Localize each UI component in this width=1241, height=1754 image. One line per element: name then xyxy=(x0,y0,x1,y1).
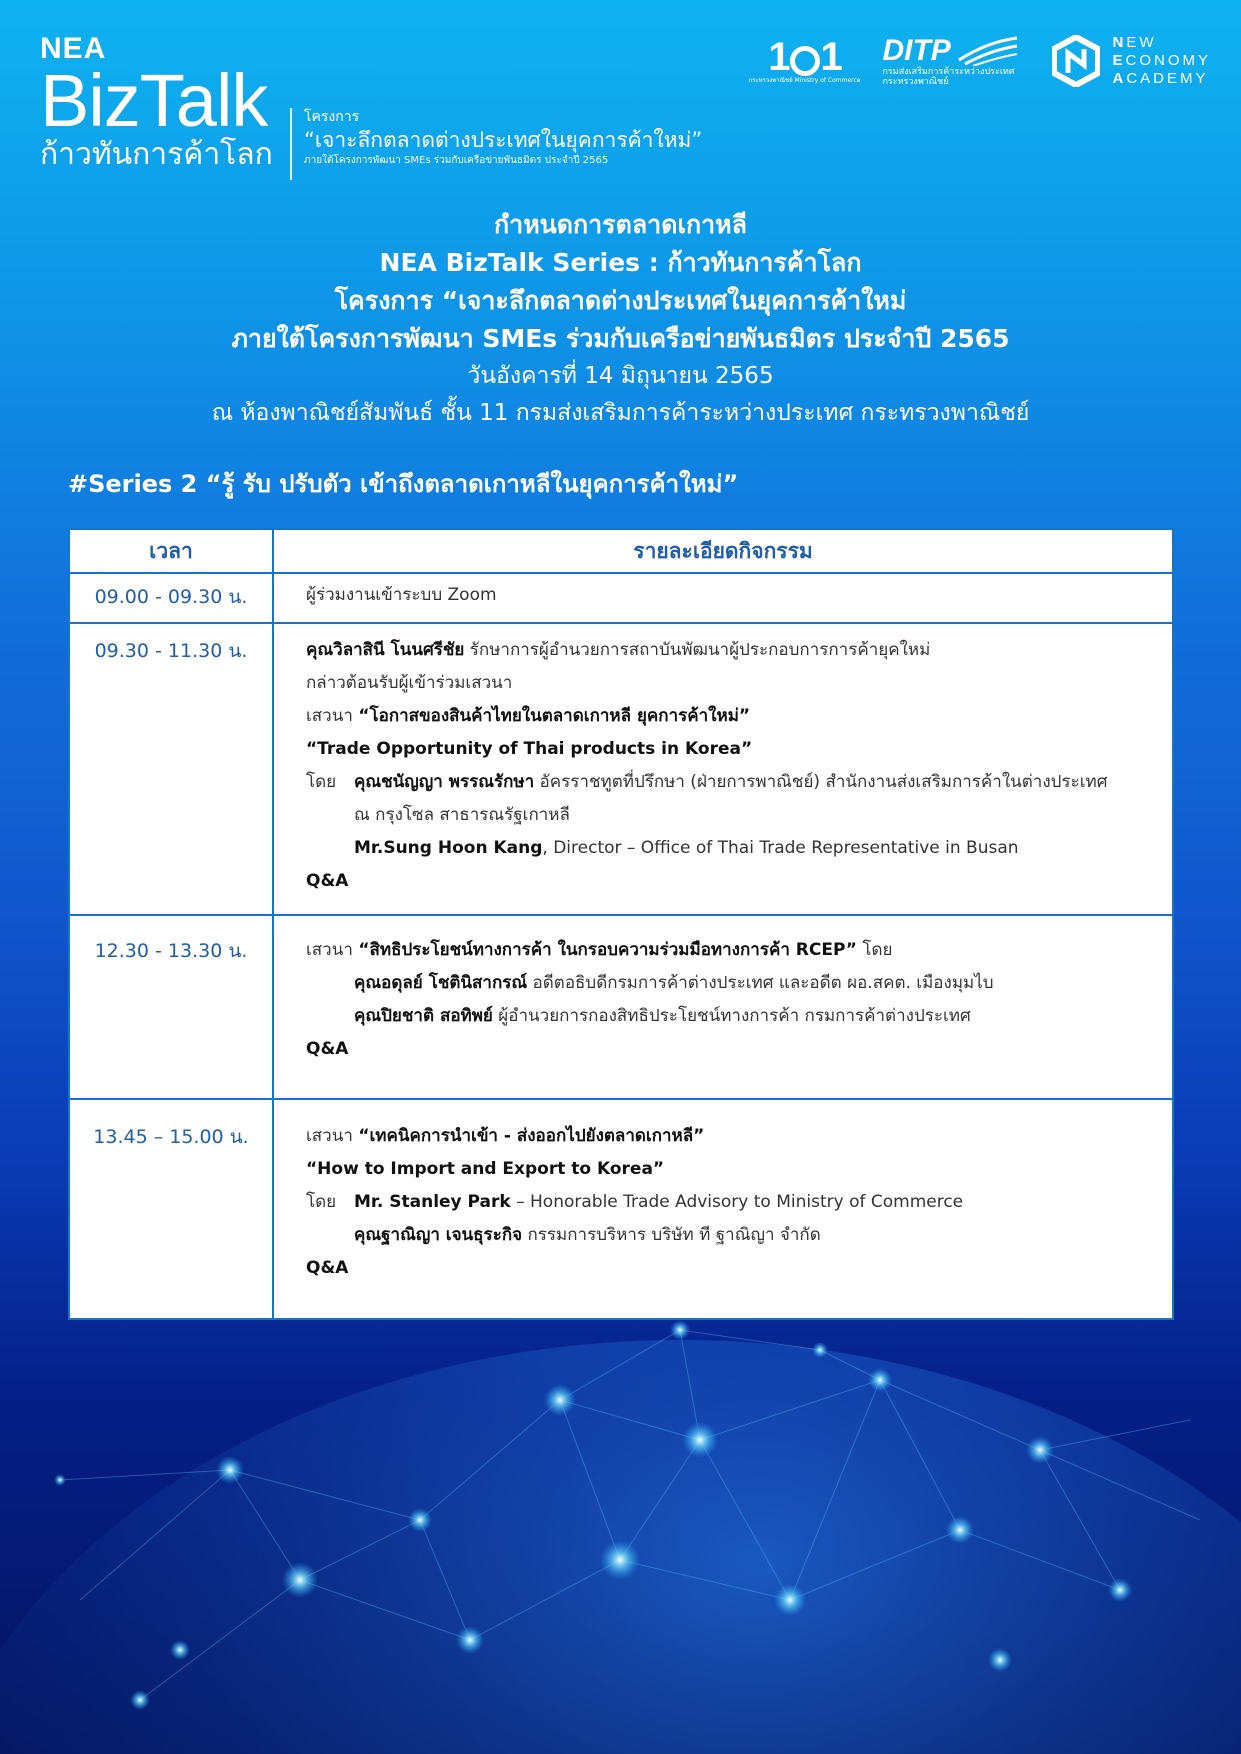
agenda-row xyxy=(69,915,1173,1099)
qa-label: Q&A xyxy=(306,871,349,891)
ditp-wave-icon xyxy=(957,36,1019,66)
ministry-of-commerce-logo xyxy=(749,37,861,85)
qa-label: Q&A xyxy=(306,1258,349,1278)
speaker-name: Mr.Sung Hoon Kang xyxy=(354,838,543,858)
talk-prefix: เสวนา xyxy=(306,1126,359,1146)
agenda-time: 09.00 - 09.30 น. xyxy=(69,573,273,623)
agenda-time: 13.45 – 15.00 น. xyxy=(69,1099,273,1319)
header-detail: รายละเอียดกิจกรรม xyxy=(273,529,1173,573)
host-role: รักษาการผู้อำนวยการสถาบันพัฒนาผู้ประกอบการการค้ายุคใหม่ xyxy=(464,640,931,660)
project-name: “เจาะลึกตลาดต่างประเทศในยุคการค้าใหม่” xyxy=(304,128,703,152)
agenda-detail xyxy=(273,915,1173,1099)
speaker-name: คุณปิยชาติ สอทิพย์ xyxy=(354,1006,493,1026)
nea-word-new: NEW xyxy=(1112,34,1157,51)
nea-hexagon-icon xyxy=(1052,35,1100,87)
speaker-name: คุณฐาณิญา เจนธุระกิจ xyxy=(354,1225,523,1245)
event-venue: ณ ห้องพาณิชย์สัมพันธ์ ชั้น 11 กรมส่งเสริมการค้าระหว่างประเทศ กระทรวงพาณิชย์ xyxy=(211,400,1030,426)
moc-caption: กระทรวงพาณิชย์ Ministry of Commerce xyxy=(748,77,861,84)
speaker-name: Mr. Stanley Park xyxy=(354,1192,511,1212)
ditp-logo xyxy=(882,35,1030,87)
project-label: โครงการ xyxy=(304,109,360,125)
talk-title: “เทคนิคการนำเข้า - ส่งออกไปยังตลาดเกาหลี” xyxy=(358,1126,705,1146)
agenda-time: 09.30 - 11.30 น. xyxy=(69,623,273,915)
agenda-detail xyxy=(273,1099,1173,1319)
header-time: เวลา xyxy=(69,529,273,573)
talk-title-en: “Trade Opportunity of Thai products in Korea” xyxy=(306,739,753,759)
event-date: วันอังคารที่ 14 มิถุนายน 2565 xyxy=(467,363,774,389)
talk-title: “สิทธิประโยชน์ทางการค้า ในกรอบความร่วมมือทางการค้า RCEP” xyxy=(358,940,857,960)
talk-prefix: เสวนา xyxy=(306,706,359,726)
nea-word-academy: ACADEMY xyxy=(1112,70,1209,87)
series-title: #Series 2 “รู้ รับ ปรับตัว เข้าถึงตลาดเกาหลีในยุคการค้าใหม่” xyxy=(68,470,739,498)
heading-line-4: ภายใต้โครงการพัฒนา SMEs ร่วมกับเครือข่ายพันธมิตร ประจำปี 2565 xyxy=(231,324,1010,353)
biztalk-logo xyxy=(40,34,273,171)
brand-nea: NEA xyxy=(40,32,107,65)
speaker-role: , Director – Office of Thai Trade Representative in Busan xyxy=(542,838,1019,858)
heading-line-3: โครงการ “เจาะลึกตลาดต่างประเทศในยุคการค้าใหม่ xyxy=(334,286,907,315)
by-label: โดย xyxy=(306,1192,337,1212)
qa-label: Q&A xyxy=(306,1039,349,1059)
brand-biztalk: BizTalk xyxy=(40,59,268,142)
agenda-header-row xyxy=(69,529,1173,573)
ditp-name: DITP xyxy=(882,34,951,67)
agenda-detail xyxy=(273,623,1173,915)
moc-101-mark: 1 1 xyxy=(768,35,841,79)
agenda-detail xyxy=(273,573,1173,623)
project-sub: ภายใต้โครงการพัฒนา SMEs ร่วมกับเครือข่ายพันธมิตร ประจำปี 2565 xyxy=(304,155,609,166)
heading-line-1: กำหนดการตลาดเกาหลี xyxy=(494,210,747,239)
speaker-role: – Honorable Trade Advisory to Ministry of Commerce xyxy=(510,1192,964,1212)
by-label: โดย xyxy=(306,772,337,792)
host-name: คุณวิลาสินี โนนศรีชัย xyxy=(306,640,465,660)
speaker-role: กรรมการบริหาร บริษัท ที ฐาณิญา จำกัด xyxy=(522,1225,821,1245)
speaker-role: อดีตอธิบดีกรมการค้าต่างประเทศ และอดีต ผอ.สคต. เมืองมุมไบ xyxy=(527,973,994,993)
page-heading xyxy=(0,206,1241,432)
agenda-time: 12.30 - 13.30 น. xyxy=(69,915,273,1099)
talk-title-en: “How to Import and Export to Korea” xyxy=(306,1159,665,1179)
agenda-row xyxy=(69,1099,1173,1319)
brand-tagline: ก้าวทันการค้าโลก xyxy=(40,137,273,173)
agenda-table xyxy=(68,528,1174,1320)
agenda-row xyxy=(69,623,1173,915)
agenda-row xyxy=(69,573,1173,623)
project-block xyxy=(290,108,702,180)
speaker-role: อัครราชทูตที่ปรึกษา (ฝ่ายการพาณิชย์) สำนักงานส่งเสริมการค้าในต่างประเทศ xyxy=(534,772,1108,792)
speaker-role-cont: ณ กรุงโซล สาธารณรัฐเกาหลี xyxy=(354,805,570,825)
partner-logos xyxy=(749,34,1211,88)
speaker-role: ผู้อำนวยการกองสิทธิประโยชน์ทางการค้า กรมการค้าต่างประเทศ xyxy=(492,1006,971,1026)
talk-title: “โอกาสของสินค้าไทยในตลาดเกาหลี ยุคการค้าใหม่” xyxy=(358,706,751,726)
ditp-caption: กรมส่งเสริมการค้าระหว่างประเทศ กระทรวงพาณิชย์ xyxy=(882,67,1015,87)
new-economy-academy-logo xyxy=(1052,34,1211,88)
heading-line-2: NEA BizTalk Series : ก้าวทันการค้าโลก xyxy=(379,248,862,277)
nea-word-economy: ECONOMY xyxy=(1112,52,1211,69)
zoom-login-text: ผู้ร่วมงานเข้าระบบ Zoom xyxy=(306,585,497,605)
talk-prefix: เสวนา xyxy=(306,940,359,960)
speaker-name: คุณชนัญญา พรรณรักษา xyxy=(354,772,535,792)
speaker-name: คุณอดุลย์ โชตินิสากรณ์ xyxy=(354,973,528,993)
talk-suffix: โดย xyxy=(856,940,893,960)
welcome-text: กล่าวต้อนรับผู้เข้าร่วมเสวนา xyxy=(306,673,513,693)
